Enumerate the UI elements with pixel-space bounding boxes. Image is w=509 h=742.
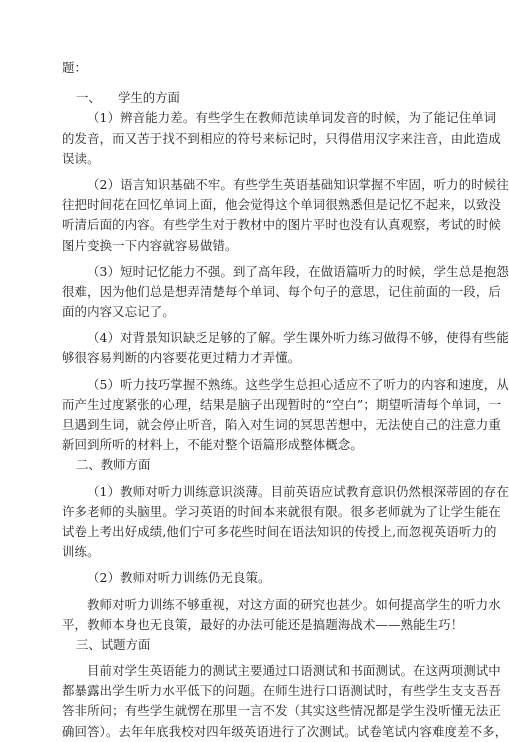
text-line: 试卷上考出好成绩,他们宁可多花些时间在语法知识的传授上,而忽视英语听力的 xyxy=(62,523,497,539)
text-line: （1）辨音能力差。有些学生在教师范读单词发音的时候，为了能记住单词 xyxy=(87,110,497,126)
section1-heading xyxy=(62,88,434,108)
section1-paragraph-5 xyxy=(62,375,509,456)
text-line: 许多老师的头脑里。学习英语的时间本来就很有限。很多老师就为了让学生能在 xyxy=(62,503,501,519)
section1-number: 一、 xyxy=(76,90,101,106)
text-line: 训练。 xyxy=(62,544,100,560)
text-line: 旦遇到生词，就会停止听音，陷入对生词的冥思苦想中，无法使自己的注意力重 xyxy=(62,417,501,432)
section2-heading: 二、教师方面 xyxy=(76,457,151,473)
text-line: （1）教师对听力训练意识淡薄。目前英语应试教育意识仍然根深蒂固的存在 xyxy=(87,483,509,499)
text-line: 往把时间花在回忆单词上面，他会觉得这个单词很熟悉但是记忆不起来，以致没 xyxy=(62,197,501,213)
top-line: 题： xyxy=(62,60,88,75)
text-line: 目前对学生英语能力的测试主要通过口语测试和书面测试。在这两项测试中 xyxy=(87,663,501,679)
text-line: 很难，因为他们总是想弄清楚每个单词、每个句子的意思，记住前面的一段，后 xyxy=(62,283,501,299)
text-line: （2）语言知识基础不牢。有些学生英语基础知识掌握不牢固，听力的时候往 xyxy=(87,176,509,192)
text-line: 的发音，而又苦于找不到相应的符号来标记时，只得借用汉字来注音，由此造成 xyxy=(62,130,501,146)
section3-paragraph-1 xyxy=(62,661,508,742)
text-line: 图片变换一下内容就容易做错。 xyxy=(62,237,238,253)
text-line: 误读。 xyxy=(62,150,100,166)
section1-paragraph-1 xyxy=(62,108,501,169)
text-line: （4）对背景知识缺乏足够的了解。学生课外听力练习做得不够，使得有些能 xyxy=(87,330,509,346)
text-line: 平，教师本身也无良策，最好的办法可能还是搞题海战术——熟能生巧！ xyxy=(62,616,464,632)
text-line: 够很容易判断的内容要花更过精力才弄懂。 xyxy=(62,350,301,366)
section1-paragraph-3 xyxy=(62,262,509,323)
text-line: 教师对听力训练不够重视，对这方面的研究也甚少。如何提高学生的听力水 xyxy=(87,596,501,612)
text-line: 都暴露出学生听力水平低下的问题。在师生进行口语测试时，有些学生支支吾吾 xyxy=(62,683,501,699)
text-line: 新回到所听的材料上，不能对整个语篇形成整体概念。 xyxy=(62,437,363,453)
text-line: 答非所问；有些学生就愣在那里一言不发（其实这些情况都是学生没听懂无法正 xyxy=(62,703,501,719)
section2-subheading-2: （2）教师对听力训练仍无良策。 xyxy=(87,570,271,586)
document-body xyxy=(62,58,509,742)
section1-paragraph-4 xyxy=(62,328,509,368)
text-line: 确回答）。去年年底我校对四年级英语进行了次测试。试卷笔试内容难度差不多， xyxy=(62,723,508,739)
section2-paragraph-1 xyxy=(62,482,509,563)
section1-paragraph-2 xyxy=(62,175,509,256)
text-line: 面的内容又忘记了。 xyxy=(62,304,175,320)
text-line: 听清后面的内容。有些学生对于教材中的图片平时也没有认真观察，考试的时候 xyxy=(62,217,501,233)
text-line: 而产生过度紧张的心理，结果是脑子出现暂时的“空白”；期望听清每个单词，一 xyxy=(62,396,502,412)
text-line: （3）短时记忆能力不强。到了高年段，在做语篇听力的时候，学生总是抱怨 xyxy=(87,263,509,279)
section1-title: 学生的方面 xyxy=(118,90,180,106)
text-line: （5）听力技巧掌握不熟练。这些学生总担心适应不了听力的内容和速度，从 xyxy=(87,376,509,392)
section3-heading: 三、试题方面 xyxy=(76,636,151,652)
section2-paragraph-2 xyxy=(62,595,501,635)
